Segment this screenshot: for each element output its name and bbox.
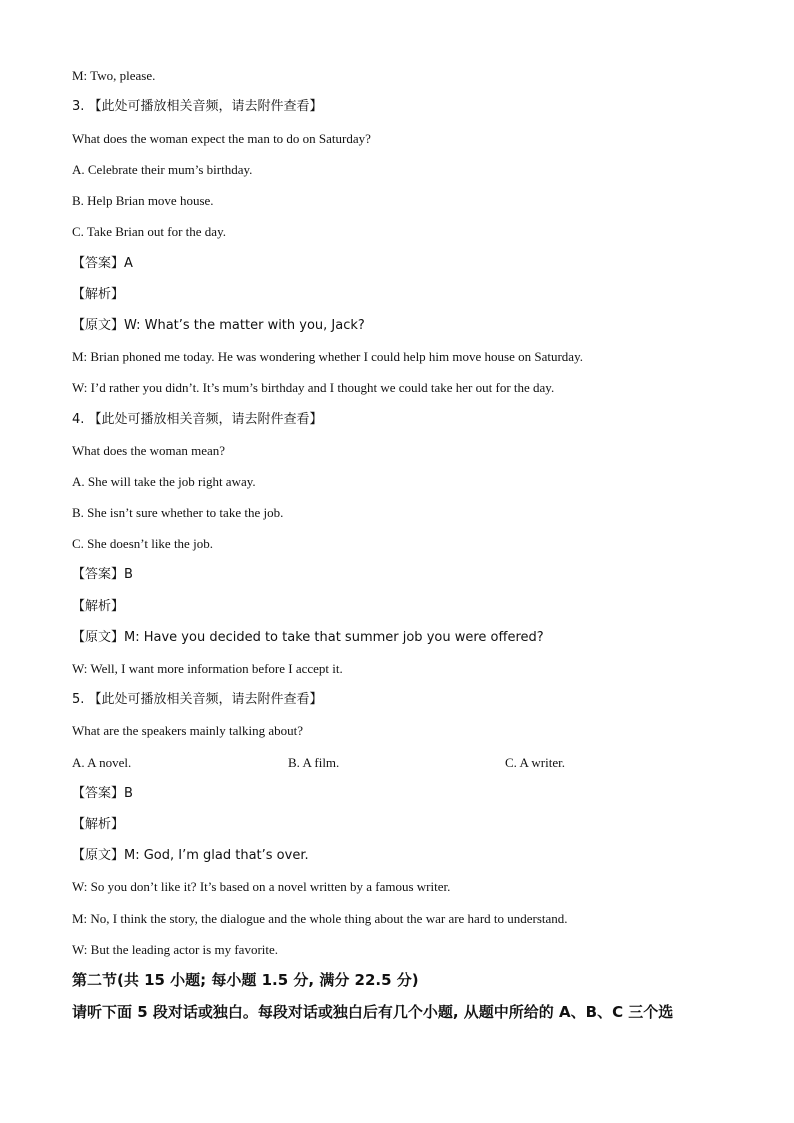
question-3-analysis: 【解析】 xyxy=(72,287,125,302)
question-4-audio-note: 4. 【此处可播放相关音频，请去附件查看】 xyxy=(72,412,323,427)
question-4-prompt: What does the woman mean? xyxy=(72,443,226,458)
question-5-prompt: What are the speakers mainly talking about? xyxy=(72,723,304,738)
question-4-analysis: 【解析】 xyxy=(72,599,125,614)
question-5-transcript-4: W: But the leading actor is my favorite. xyxy=(72,942,279,957)
question-3-transcript-1: 【原文】W: What’s the matter with you, Jack? xyxy=(72,318,365,333)
question-4-option-b: B. She isn’t sure whether to take the job. xyxy=(72,505,284,520)
question-5-option-c: C. A writer. xyxy=(505,755,565,770)
question-3-answer: 【答案】A xyxy=(72,256,133,271)
question-4-transcript-2: W: Well, I want more information before I accept it. xyxy=(72,661,343,676)
question-5-option-b: B. A film. xyxy=(288,755,340,770)
question-5-transcript-2: W: So you don’t like it? It’s based on a novel written by a famous writer. xyxy=(72,879,451,894)
question-5-analysis: 【解析】 xyxy=(72,817,125,832)
dialogue-line: M: Two, please. xyxy=(72,68,156,83)
section-instructions: 请听下面 5 段对话或独白。每段对话或独白后有几个小题, 从题中所给的 A、B、C 三个选 xyxy=(72,1003,674,1021)
question-3-transcript-3: W: I’d rather you didn’t. It’s mum’s birthday and I thought we could take her out for the day. xyxy=(72,380,555,395)
question-5-answer: 【答案】B xyxy=(72,786,133,801)
question-3-option-b: B. Help Brian move house. xyxy=(72,193,214,208)
section-heading: 第二节(共 15 小题; 每小题 1.5 分, 满分 22.5 分) xyxy=(72,971,419,989)
question-4-option-c: C. She doesn’t like the job. xyxy=(72,536,213,551)
question-3-transcript-2: M: Brian phoned me today. He was wondering whether I could help him move house on Saturday. xyxy=(72,349,583,364)
question-4-answer: 【答案】B xyxy=(72,567,133,582)
question-5-option-a: A. A novel. xyxy=(72,755,132,770)
question-4-transcript-1: 【原文】M: Have you decided to take that summer job you were offered? xyxy=(72,630,544,645)
question-3-option-a: A. Celebrate their mum’s birthday. xyxy=(72,162,253,177)
question-4-option-a: A. She will take the job right away. xyxy=(72,474,256,489)
question-3-prompt: What does the woman expect the man to do on Saturday? xyxy=(72,131,371,146)
question-5-transcript-1: 【原文】M: God, I’m glad that’s over. xyxy=(72,848,309,863)
question-3-option-c: C. Take Brian out for the day. xyxy=(72,224,226,239)
question-3-audio-note: 3. 【此处可播放相关音频，请去附件查看】 xyxy=(72,99,323,114)
question-5-transcript-3: M: No, I think the story, the dialogue and the whole thing about the war are hard to understand. xyxy=(72,911,568,926)
question-5-audio-note: 5. 【此处可播放相关音频，请去附件查看】 xyxy=(72,692,323,707)
